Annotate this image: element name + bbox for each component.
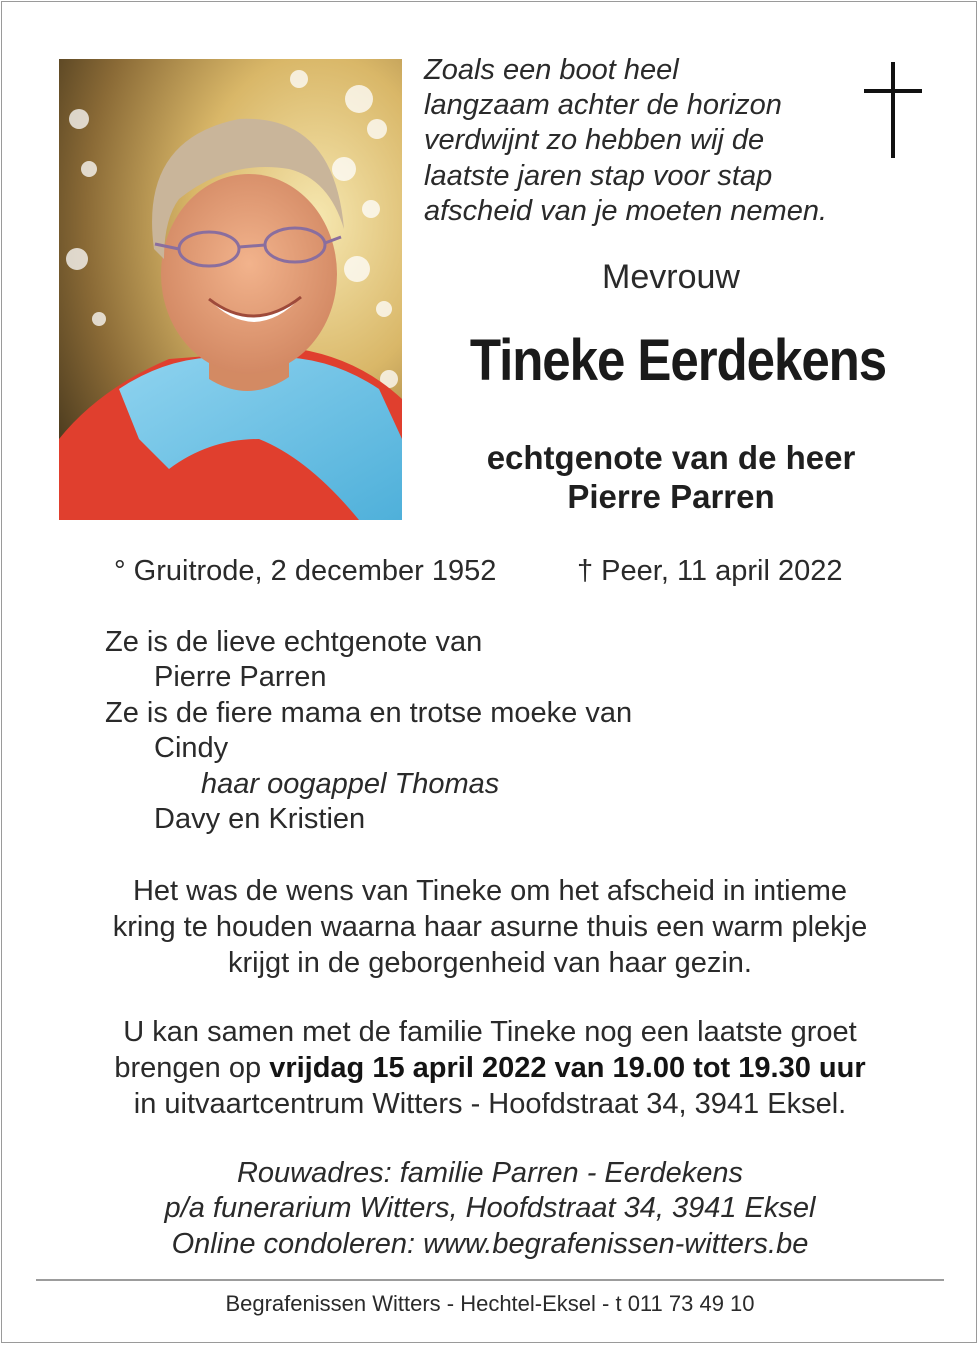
spouse-name: Pierre Parren bbox=[567, 478, 775, 515]
family-member: Pierre Parren bbox=[154, 661, 327, 694]
address-line: Rouwadres: familie Parren - Eerdekens bbox=[236, 1157, 744, 1189]
visit-prefix: brengen op bbox=[114, 1052, 270, 1084]
memorial-poem bbox=[424, 53, 864, 229]
poem-line: Zoals een boot heel bbox=[424, 54, 679, 86]
footer-divider bbox=[36, 1279, 944, 1281]
death-date: † Peer, 11 april 2022 bbox=[577, 555, 843, 587]
spouse-info bbox=[420, 438, 922, 516]
spouse-line: echtgenote van de heer bbox=[486, 439, 856, 476]
wish-line: kring te houden waarna haar asurne thuis een warm plekje bbox=[112, 911, 868, 943]
address-line: p/a funerarium Witters, Hoofdstraat 34, 3941 Eksel bbox=[164, 1192, 816, 1225]
visitation-paragraph bbox=[40, 1014, 940, 1122]
poem-line: langzaam achter de horizon bbox=[424, 89, 782, 122]
salutation: Mevrouw bbox=[602, 258, 740, 296]
wish-paragraph bbox=[40, 873, 940, 981]
condolence-link[interactable]: Online condoleren: www.begrafenissen-witters.be bbox=[171, 1227, 809, 1260]
family-line: Ze is de fiere mama en trotse moeke van bbox=[105, 696, 633, 729]
poem-line: afscheid van je moeten nemen. bbox=[424, 194, 828, 227]
family-member: Cindy bbox=[154, 732, 229, 765]
deceased-name: Tineke Eerdekens bbox=[469, 328, 887, 393]
family-line: Ze is de lieve echtgenote van bbox=[105, 626, 483, 658]
portrait-photo bbox=[59, 59, 402, 520]
family-list bbox=[105, 625, 632, 837]
footer-credit: Begrafenissen Witters - Hechtel-Eksel - t 011 73 49 10 bbox=[225, 1291, 755, 1316]
visit-line: in uitvaartcentrum Witters - Hoofdstraat 34, 3941 Eksel. bbox=[133, 1088, 847, 1120]
poem-line: laatste jaren stap voor stap bbox=[424, 159, 773, 192]
wish-line: krijgt in de geborgenheid van haar gezin. bbox=[228, 947, 752, 979]
visit-line: U kan samen met de familie Tineke nog een laatste groet bbox=[123, 1016, 857, 1048]
wish-line: Het was de wens van Tineke om het afscheid in intieme bbox=[132, 875, 848, 907]
family-member: haar oogappel Thomas bbox=[201, 767, 500, 800]
birth-date: ° Gruitrode, 2 december 1952 bbox=[114, 555, 497, 587]
visit-datetime: vrijdag 15 april 2022 van 19.00 tot 19.30 uur bbox=[269, 1052, 866, 1084]
mourning-address bbox=[40, 1156, 940, 1262]
family-member: Davy en Kristien bbox=[154, 803, 366, 836]
poem-line: verdwijnt zo hebben wij de bbox=[424, 124, 765, 157]
cross-icon bbox=[864, 62, 922, 158]
visit-line bbox=[40, 1050, 940, 1086]
